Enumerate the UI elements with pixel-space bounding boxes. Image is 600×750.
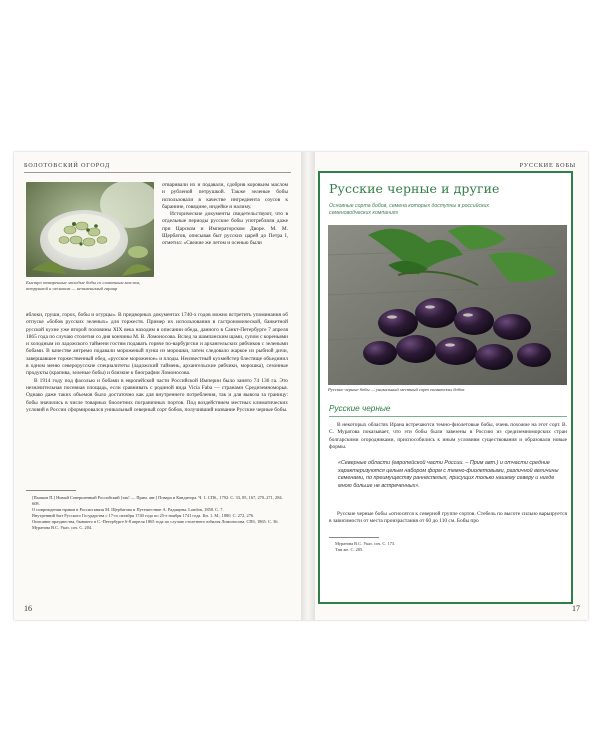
photo-caption: Быстро отваренные молодые бобы со сливочным маслом, петрушкой и чесноком — незаменимый гарнир (26, 280, 141, 291)
right-footnotes (329, 541, 567, 553)
beans-dish-photo (26, 182, 154, 277)
footnote: Муратова В.С. Указ. соч. С. 173. (335, 541, 396, 546)
footnote: [Пашков П.] Новый Совершенный Российский [так! — Прим. авт.] Повара и Кандитора. Ч. 1. СПб., 1792. С. 33, 85, 167, 270–271, 284, 608. (32, 495, 283, 506)
page-number: 17 (572, 604, 580, 613)
footnote-rule (26, 490, 76, 491)
right-running-head: РУССКИЕ БОБЫ (519, 162, 576, 169)
left-footnotes (26, 495, 288, 531)
black-beans-photo (328, 225, 567, 385)
section-heading: Русские черные (329, 404, 391, 413)
left-page (14, 152, 301, 620)
footnote: Описание празднества, бывшего в С.-Петербурге 6-8 апреля 1865 года по случаю столетнего юбилея Ломоносова. СПб, 1865. С. 36. (32, 519, 279, 524)
right-body-text (329, 422, 567, 451)
paragraph: яблоки, груши, горох, бобы и огурцы». В придворных документах 1740-х годов можно встретить упоминания об отпуске «бобов русских зеленых» для торжеств. Пример их использования в гастрономической, банкетной русской кухне уже второй половины XIX века находим в описании обеда, данного в Санкт-Петербурге 7 апреля 1865 года по случаю столетия со дня кончины М. В. Ломоносова. Вслед за шампанским щами, супом с кореньями и холодным из ладожского таймени гостям подавать горяче по-варбургски и архангельских рябчиков с зелеными бобами. В качестве антремо подавали мороженый пунш из морошки, затем следовало жаркое из рыбной дичи, завершавшее торжественный обед, «русское мороженое» и плоды. Неизвестный кухмейстер блестяще объединил в одном меню североруcские специалитеты (ладожский таймень, архангельские рябчики, морошка), сезонные продукты (крапива, зеленые бобы) и близкие к биографии Ломоносова. (26, 312, 289, 377)
footnote: Муратова В.С. Указ. соч. С. 204. (32, 525, 93, 530)
paragraph: В 1914 году под фасолью и бобами в европейской части Российской Империи было занято 74 136 га. Это незначительная посевная площадь, если сравнивать с родиной вида Vicia Faba — странами Средиземноморья. Однако даже таких объемов было достаточно как для внутреннего потребления, так и для вывоза за границу: бобы значились в числе товарных биолетних пограничных портов. Под воздействием местных климатических условий в России сформировался уникальный северный сорт бобов, получивший название Русские черные бобы. (26, 377, 288, 413)
page-subtitle: Основные сорта бобов, семена которых доступны в российских семеноводческих компаниях (329, 203, 489, 216)
feature-panel (318, 171, 573, 604)
paragraph: отваривали их и подавали, сдобрив коровьим маслом и рубленой петрушкой. Также зеленые бобы использовали в качестве ингредиента соусов к баранине, говядине, индейке и налиму. (162, 182, 288, 210)
page-number: 16 (24, 604, 32, 613)
footnote: Внутренний быт Русского Государства с 17-го октября 1740 года по 25-е ноября 1741 года. Кн. 1. М., 1880. С. 272, 276. (32, 513, 255, 518)
footnote-rule (329, 537, 379, 538)
paragraph: В некоторых областях Ирана встречаются темно-фиолетовые бобы, очень похожие на этот сорт. В. С. Муратова показывает, что эти бобы были завезены в Россию из средиземноморских стран болгарскими огородниками, приспособились к иным условиям существования и образовали новые формы. (329, 422, 567, 450)
footnote: Там же. С. 205. (335, 547, 364, 552)
left-head-rule (24, 172, 291, 173)
left-running-head: БОЛОТОВСКИЙ ОГОРОД (24, 162, 111, 169)
section-rule (329, 416, 567, 417)
book-spread (14, 152, 588, 620)
paragraph: Исторические документы свидетельствуют, что в отдельные периоды русские бобы употребляли даже при Царском и Императорском Дворе. М. М. Щербатов, описывая быт русских царей до Петра I, отметил: «Свежие же летом и осенью были (162, 211, 288, 247)
left-body-text (26, 312, 288, 414)
left-column-text (162, 182, 288, 248)
right-body-text-2 (329, 511, 567, 526)
book-gutter (301, 152, 315, 620)
footnote: О повреждении нравов в России князя М. Щербатова и Путешествие А. Радищева. London, 1858. С. 7. (32, 507, 224, 512)
block-quote: «Северные области (европейской части России. – Прим авт.) и отчасти средние характеризуются целым набором форм с темно-фиолетовыми, различной величины семенами, по преимуществу раннеспелых, присущих только нашему северу и нигде мною больше не встреченных». (338, 460, 559, 489)
page-title: Русские черные и другие (329, 181, 500, 196)
right-page (315, 152, 588, 620)
photo-caption: Русские черные бобы — уникальный местный сорт гигантских бобов (328, 387, 465, 392)
paragraph: Русские черные бобы «относятся к северной группе сортов. Стебель по высоте сильно варьируется в зависимости от места произрастания от 60 до 110 см. Бобы про (329, 511, 567, 525)
